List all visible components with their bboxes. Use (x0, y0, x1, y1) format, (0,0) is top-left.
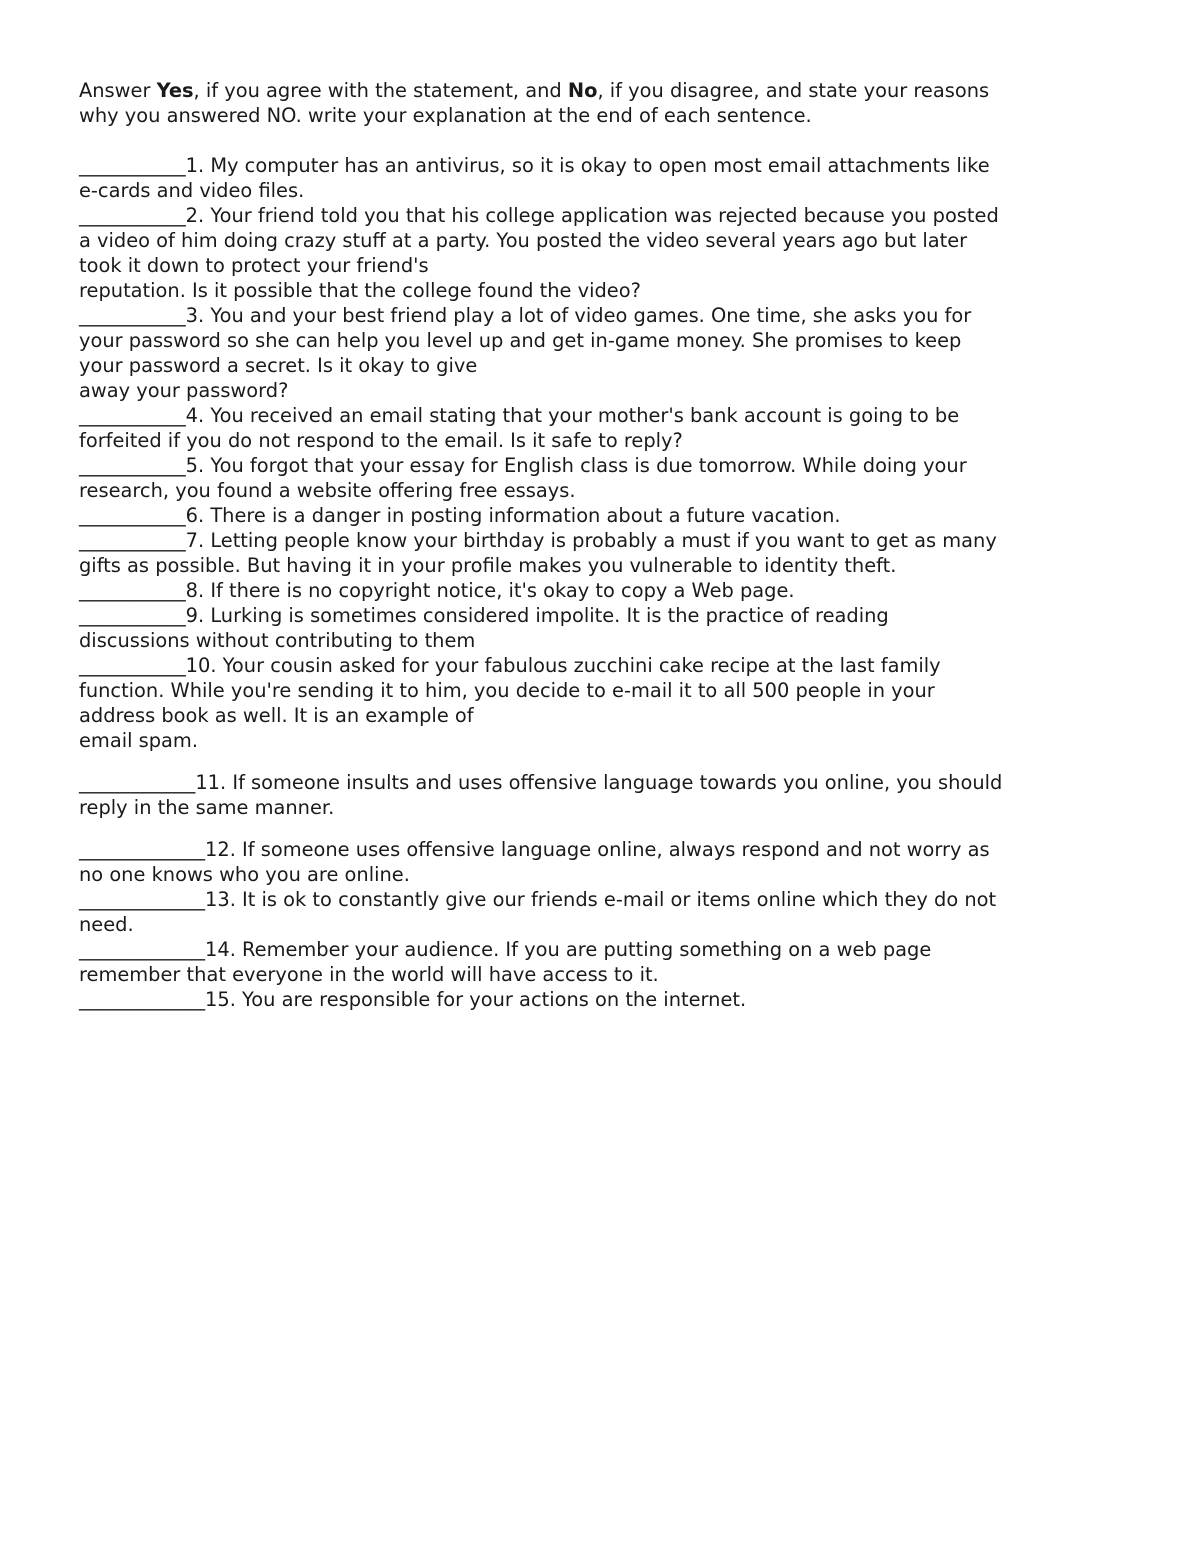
question-6: ___________6. There is a danger in posting information about a future vacation. (79, 504, 841, 527)
question-2: ___________2. Your friend told you that his college application was rejected because you posted a video of him doing crazy stuff at a party. You posted the video several years ago but later took it down to protect your friend's reputation. Is it possible that the college found the video? (79, 204, 999, 302)
question-9: ___________9. Lurking is sometimes considered impolite. It is the practice of reading discussions without contributing to them (79, 604, 889, 652)
question-5: ___________5. You forgot that your essay for English class is due tomorrow. While doing your research, you found a website offering free essays. (79, 454, 967, 502)
yes-label: Yes (156, 79, 194, 102)
question-12: _____________12. If someone uses offensive language online, always respond and not worry as no one knows who you are online. (79, 838, 990, 886)
spacer (79, 753, 1119, 770)
question-13: _____________13. It is ok to constantly give our friends e-mail or items online which they do not need. (79, 888, 997, 936)
question-3: ___________3. You and your best friend play a lot of video games. One time, she asks you for your password so she can help you level up and get in-game money. She promises to keep your password a secret. Is it okay to give away your password? (79, 304, 972, 402)
question-7: ___________7. Letting people know your birthday is probably a must if you want to get as many gifts as possible. But having it in your profile makes you vulnerable to identity theft. (79, 529, 997, 577)
spacer (79, 820, 1119, 837)
no-label: No (567, 79, 598, 102)
instructions (79, 78, 1119, 128)
question-1: ___________1. My computer has an antivirus, so it is okay to open most email attachments like e-cards and video files. (79, 154, 990, 202)
instructions-text: Answer (79, 79, 157, 102)
question-11: ____________11. If someone insults and uses offensive language towards you online, you should reply in the same manner. (79, 771, 1003, 819)
question-10: ___________10. Your cousin asked for your fabulous zucchini cake recipe at the last family function. While you're sending it to him, you decide to e-mail it to all 500 people in your address book as well. It is an example of email spam. (79, 654, 941, 752)
question-4: ___________4. You received an email stating that your mother's bank account is going to be forfeited if you do not respond to the email. Is it safe to reply? (79, 404, 960, 452)
worksheet (79, 78, 1119, 1012)
instructions-text: , if you agree with the statement, and (193, 79, 568, 102)
question-15: _____________15. You are responsible for your actions on the internet. (79, 988, 747, 1011)
instructions-text: , if you disagree, and state your reasons why you answered NO. write your explanation at the end of each sentence. (79, 79, 990, 127)
question-14: _____________14. Remember your audience. If you are putting something on a web page remember that everyone in the world will have access to it. (79, 938, 932, 986)
question-8: ___________8. If there is no copyright notice, it's okay to copy a Web page. (79, 579, 795, 602)
